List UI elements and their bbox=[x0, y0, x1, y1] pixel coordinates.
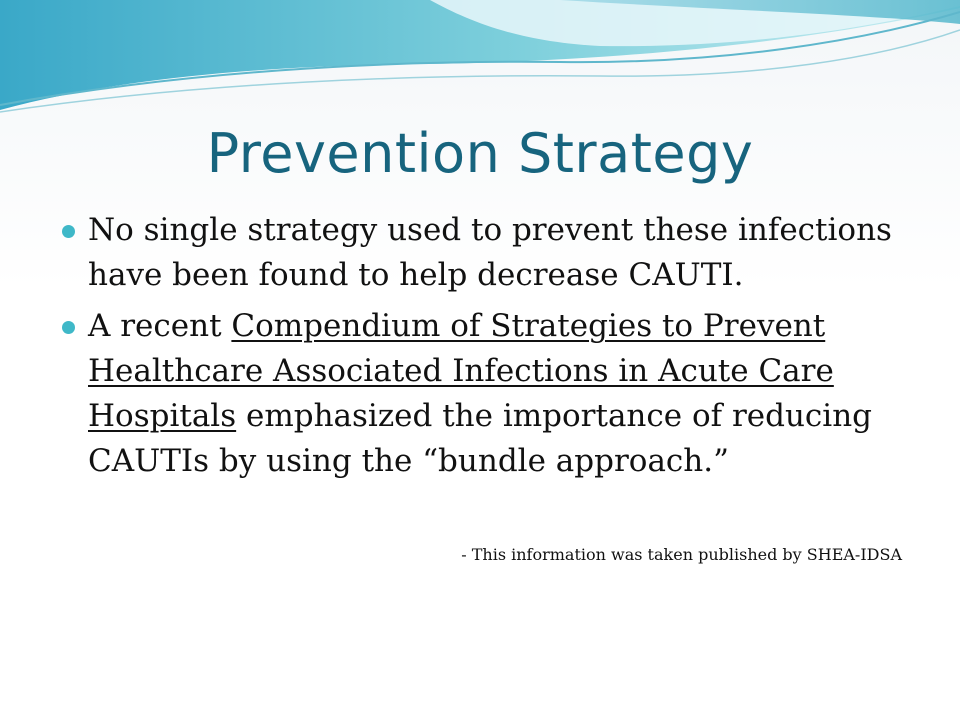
slide-title: Prevention Strategy bbox=[206, 122, 754, 185]
bullet-item bbox=[62, 304, 902, 484]
compendium-title: Compendium of Strategies to Prevent Healthcare Associated Infections in Acute Care Hospitals bbox=[88, 308, 834, 434]
bullet-text-prefix: A recent bbox=[88, 308, 232, 344]
bullet-item bbox=[62, 208, 902, 298]
bullet-dot-icon bbox=[62, 321, 75, 334]
source-citation: - This information was taken published by SHEA-IDSA bbox=[461, 545, 902, 564]
bullet-text-suffix: emphasized the importance of reducing CAUTIs by using the “bundle approach.” bbox=[88, 398, 873, 479]
bullet-list bbox=[62, 208, 902, 490]
header-wave-decoration bbox=[0, 0, 960, 120]
bullet-text: No single strategy used to prevent these infections have been found to help decrease CAUTI. bbox=[88, 212, 892, 293]
bullet-dot-icon bbox=[62, 225, 75, 238]
